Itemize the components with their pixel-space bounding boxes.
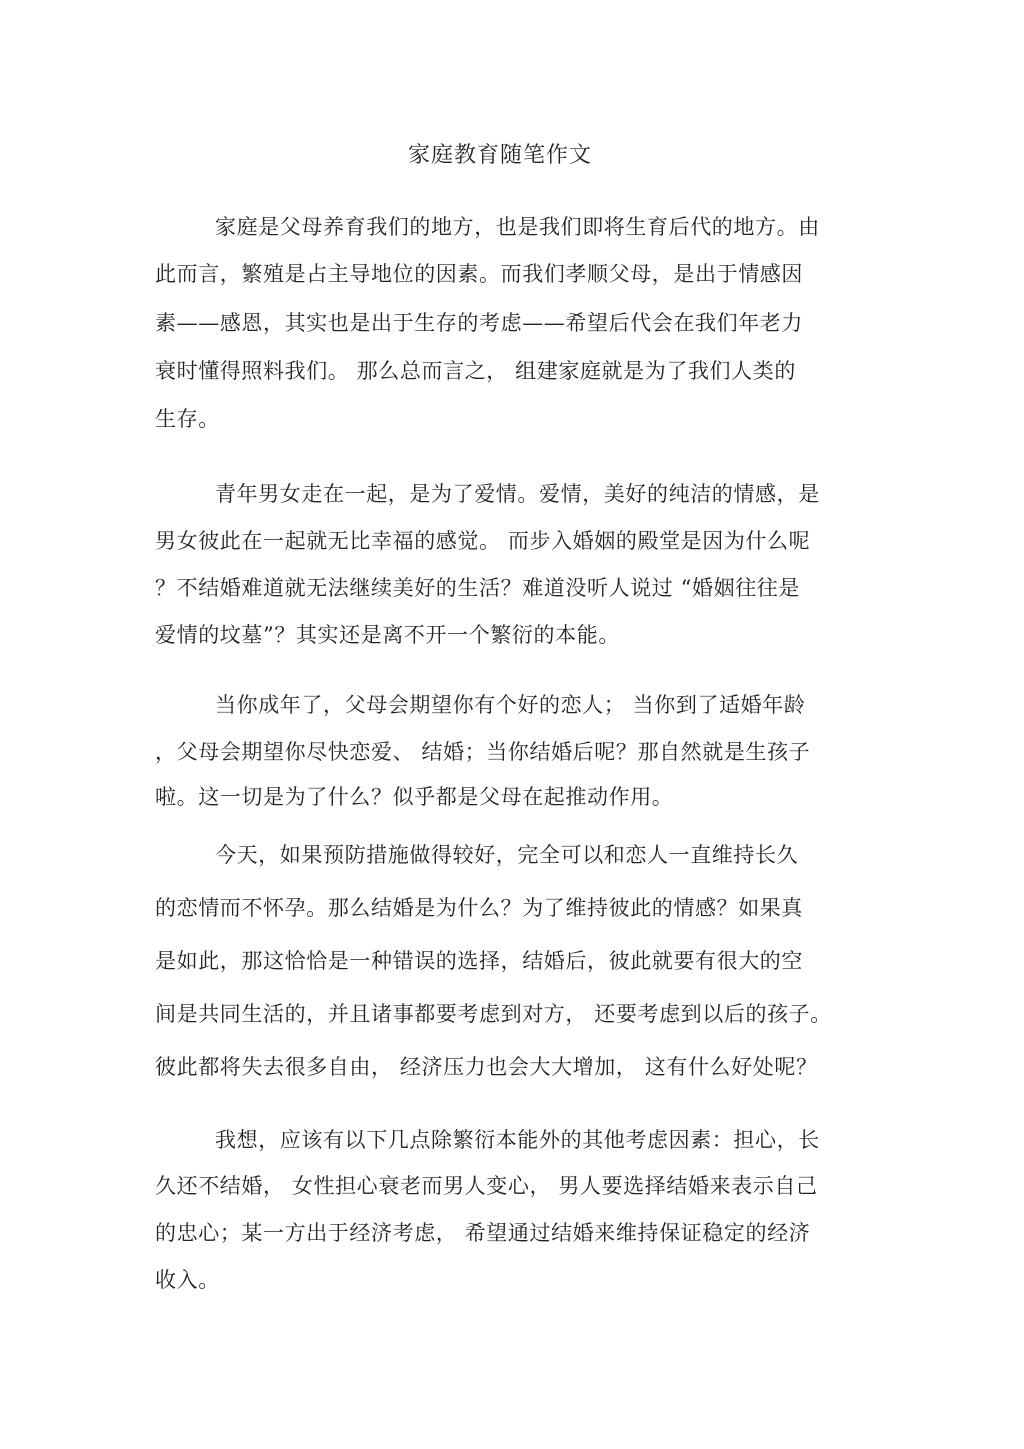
text-line: 家庭是父母养育我们的地方，也是我们即将生育后代的地方。由	[215, 215, 820, 239]
text-line: 的忠心；某一方出于经济考虑， 希望通过结婚来维持保证稳定的经济	[155, 1221, 811, 1245]
text-line: 青年男女走在一起，是为了爱情。爱情，美好的纯洁的情感，是	[215, 482, 820, 506]
text-line: 啦。这一切是为了什么？似乎都是父母在起推动作用。	[155, 785, 674, 809]
text-line: 是如此，那这恰恰是一种错误的选择，结婚后，彼此就要有很大的空	[155, 949, 803, 973]
text-line: 的恋情而不怀孕。那么结婚是为什么？为了维持彼此的情感？如果真	[155, 896, 803, 920]
text-line: 彼此都将失去很多自由， 经济压力也会大大增加， 这有什么好处呢？	[155, 1055, 818, 1079]
document-title: 家庭教育随笔作文	[407, 143, 592, 168]
text-line: ，父母会期望你尽快恋爱、 结婚；当你结婚后呢？那自然就是生孩子	[155, 740, 811, 764]
text-line: ？不结婚难道就无法继续美好的生活？难道没听人说过 “婚姻往往是	[155, 576, 801, 600]
text-line: 生存。	[155, 407, 220, 431]
text-line: 今天，如果预防措施做得较好，完全可以和恋人一直维持长久	[215, 843, 799, 867]
text-line: 衰时懂得照料我们。 那么总而言之， 组建家庭就是为了我们人类的	[155, 359, 796, 383]
text-line: 男女彼此在一起就无比幸福的感觉。 而步入婚姻的殿堂是因为什么呢	[155, 529, 811, 553]
text-line: 爱情的坟墓”？其实还是离不开一个繁衍的本能。	[155, 623, 620, 647]
text-line: 素——感恩，其实也是出于生存的考虑——希望后代会在我们年老力	[155, 311, 803, 335]
text-line: 当你成年了，父母会期望你有个好的恋人； 当你到了适婚年龄	[215, 693, 806, 717]
text-line: 此而言，繁殖是占主导地位的因素。而我们孝顺父母，是出于情感因	[155, 262, 803, 286]
text-line: 我想，应该有以下几点除繁衍本能外的其他考虑因素：担心，长	[215, 1128, 820, 1152]
text-line: 收入。	[155, 1268, 220, 1292]
text-line: 间是共同生活的，并且诸事都要考虑到对方， 还要考虑到以后的孩子。	[155, 1002, 832, 1026]
text-line: 久还不结婚， 女性担心衰老而男人变心， 男人要选择结婚来表示自己	[155, 1174, 818, 1198]
